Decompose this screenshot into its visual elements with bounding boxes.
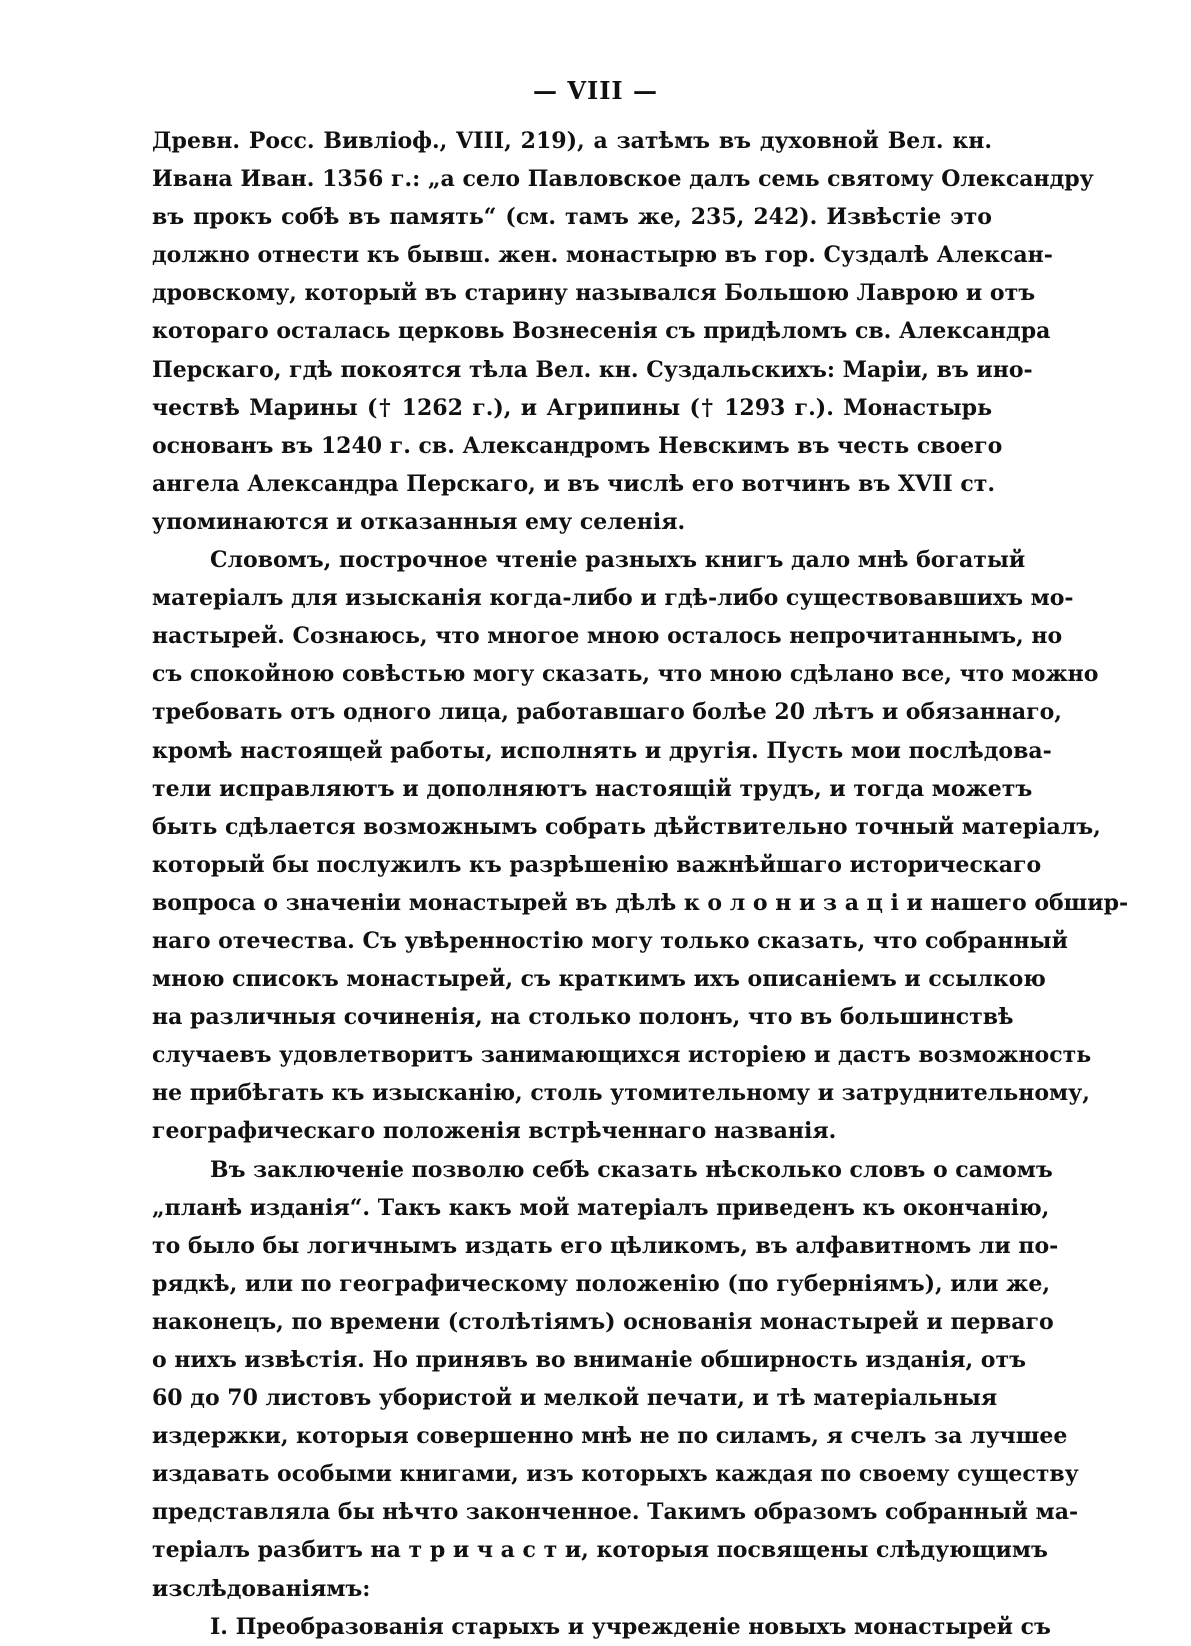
text-line: должно отнести къ бывш. жен. монастырю въ гор. Суздалѣ Алексан- <box>152 242 1053 269</box>
text-line: быть сдѣлается возможнымъ собрать дѣйствительно точный матеріалъ, <box>152 813 1101 840</box>
text-line: рядкѣ, или по географическому положенію (по губерніямъ), или же, <box>152 1270 1050 1297</box>
text-line: требовать отъ одного лица, работавшаго болѣе 20 лѣтъ и обязаннаго, <box>152 699 1062 726</box>
text-line: кромѣ настоящей работы, исполнять и другія. Пусть мои послѣдова- <box>152 737 1052 764</box>
text-line: основанъ въ 1240 г. св. Александромъ Невскимъ въ честь своего <box>152 432 1003 459</box>
text-line: издержки, которыя совершенно мнѣ не по силамъ, я счелъ за лучшее <box>152 1423 1068 1450</box>
text-line: котораго осталась церковь Вознесенія съ придѣломъ св. Александра <box>152 318 1051 345</box>
text-line: 60 до 70 листовъ убористой и мелкой печати, и тѣ матеріальныя <box>152 1385 998 1412</box>
text-line: наго отечества. Съ увѣренностію могу только сказать, что собранный <box>152 927 1068 954</box>
text-line: чествѣ Марины († 1262 г.), и Агрипины († 1293 г.). Монастырь <box>152 394 992 421</box>
text-line: случаевъ удовлетворитъ занимающихся исторіею и дастъ возможность <box>152 1042 1092 1069</box>
text-line: о нихъ извѣстія. Но принявъ во вниманіе обширность изданія, отъ <box>152 1347 1026 1373</box>
text-line: который бы послужилъ къ разрѣшенію важнѣйшаго историческаго <box>152 851 1042 878</box>
text-line: „планѣ изданія“. Такъ какъ мой матеріалъ приведенъ къ окончанію, <box>152 1194 1050 1221</box>
text-line: въ прокъ собѣ въ память“ (см. тамъ же, 235, 242). Извѣстіе это <box>152 204 992 231</box>
text-line: Перскаго, гдѣ покоятся тѣла Вел. кн. Суздальскихъ: Маріи, въ ино- <box>152 356 1033 383</box>
text-line: теріалъ разбитъ на т р и ч а с т и, которыя посвящены слѣдующимъ <box>152 1537 1048 1564</box>
text-line: Ивана Иван. 1356 г.: „а село Павловское далъ семь святому Олександру <box>152 166 1094 193</box>
text-line: тели исправляютъ и дополняютъ настоящій трудъ, и тогда можетъ <box>152 775 1033 802</box>
text-line: Древн. Росс. Вивліоф., VIII, 219), а затѣмъ въ духовной Вел. кн. <box>152 128 992 154</box>
text-line: издавать особыми книгами, изъ которыхъ каждая по своему существу <box>152 1461 1079 1488</box>
body-text <box>152 122 1129 1646</box>
text-line: изслѣдованіямъ: <box>152 1575 371 1602</box>
text-line: наконецъ, по времени (столѣтіямъ) основанія монастырей и перваго <box>152 1308 1054 1335</box>
text-line: настырей. Сознаюсь, что многое мною осталось непрочитаннымъ, но <box>152 623 1063 650</box>
text-line: мною списокъ монастырей, съ краткимъ ихъ описаніемъ и ссылкою <box>152 966 1046 993</box>
page-number: — VIII — <box>532 76 658 105</box>
text-line: I. Преобразованія старыхъ и учрежденіе новыхъ монастырей съ <box>210 1613 1051 1640</box>
text-line: матеріалъ для изысканія когда-либо и гдѣ-либо существовавшихъ мо- <box>152 585 1074 612</box>
text-line: то было бы логичнымъ издать его цѣликомъ, въ алфавитномъ ли по- <box>152 1232 1059 1259</box>
text-line: на различныя сочиненія, на столько полонъ, что въ большинствѣ <box>152 1004 1014 1031</box>
text-line: упоминаются и отказанныя ему селенія. <box>152 508 686 535</box>
text-line: ангела Александра Перскаго, и въ числѣ его вотчинъ въ XVII ст. <box>152 470 996 497</box>
text-line: представляла бы нѣчто законченное. Такимъ образомъ собранный ма- <box>152 1499 1079 1526</box>
text-line: Словомъ, построчное чтеніе разныхъ книгъ дало мнѣ богатый <box>210 547 1026 574</box>
text-line: Въ заключеніе позволю себѣ сказать нѣсколько словъ о самомъ <box>210 1156 1053 1183</box>
text-line: вопроса о значеніи монастырей въ дѣлѣ к о л о н и з а ц і и нашего обшир- <box>152 889 1129 916</box>
text-line: географическаго положенія встрѣченнаго названія. <box>152 1118 837 1145</box>
text-line: дровскому, который въ старину назывался Большою Лаврою и отъ <box>152 280 1036 307</box>
text-line: не прибѣгать къ изысканію, столь утомительному и затруднительному, <box>152 1080 1090 1107</box>
text-line: съ спокойною совѣстью могу сказать, что мною сдѣлано все, что можно <box>152 661 1099 688</box>
